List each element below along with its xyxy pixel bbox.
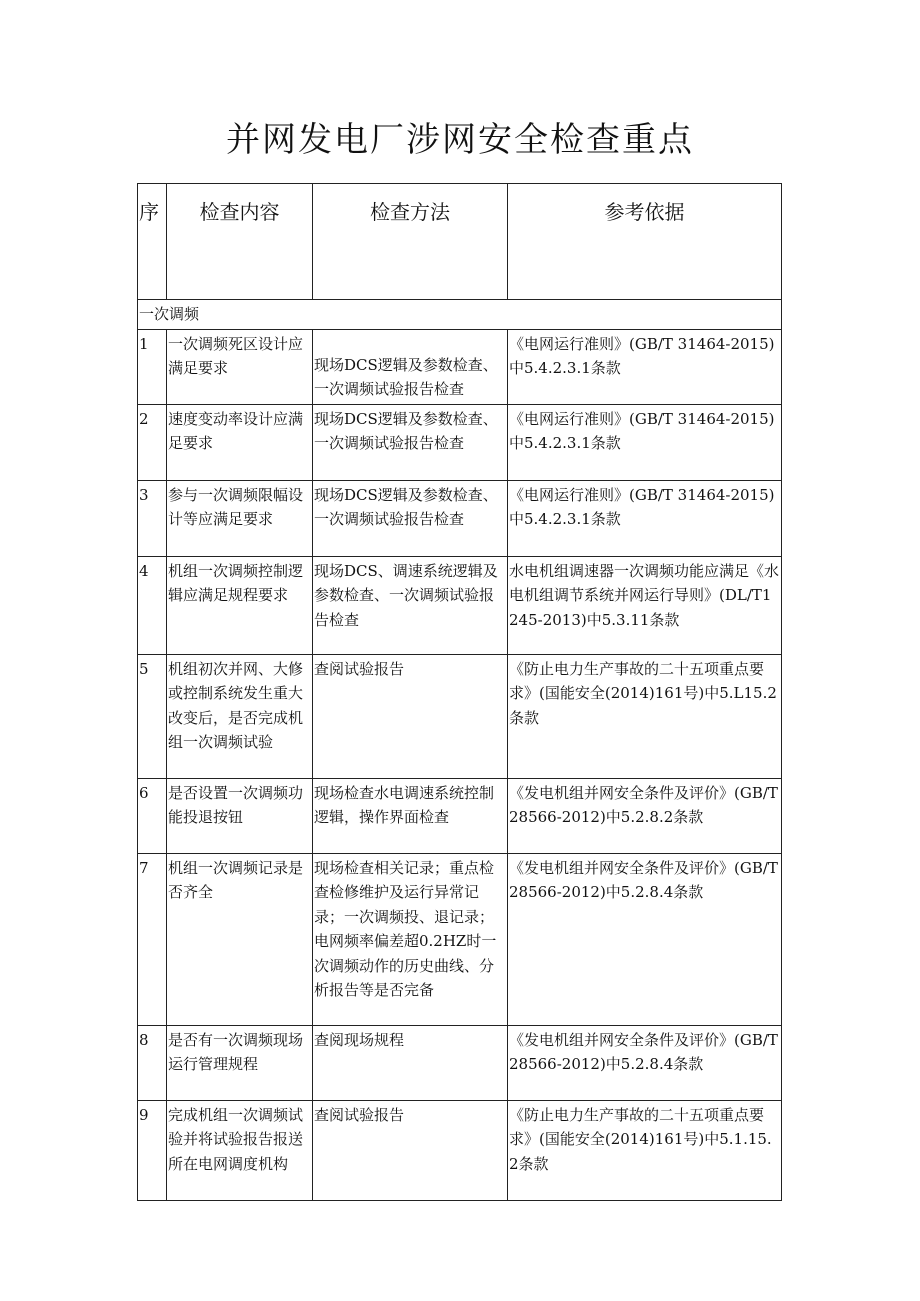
table-row [138, 556, 782, 654]
table-row [138, 1100, 782, 1200]
row-method: 现场检查水电调速系统控制逻辑，操作界面检查 [313, 778, 508, 853]
row-basis: 《发电机组并网安全条件及评价》(GB/T28566-2012)中5.2.8.4条款 [508, 853, 782, 1025]
row-method: 查阅试验报告 [313, 654, 508, 778]
header-basis: 参考依据 [508, 184, 782, 300]
row-basis: 《发电机组并网安全条件及评价》(GB/T28566-2012)中5.2.8.2条款 [508, 778, 782, 853]
row-method: 现场DCS、调速系统逻辑及参数检查、一次调频试验报告检查 [313, 556, 508, 654]
row-method: 查阅现场规程 [313, 1025, 508, 1100]
row-content: 机组一次调频控制逻辑应满足规程要求 [167, 556, 313, 654]
row-content: 是否有一次调频现场运行管理规程 [167, 1025, 313, 1100]
row-num: 8 [138, 1025, 167, 1100]
row-content: 机组一次调频记录是否齐全 [167, 853, 313, 1025]
section-title: 一次调频 [138, 300, 782, 330]
table-row [138, 853, 782, 1025]
row-content: 完成机组一次调频试验并将试验报告报送所在电网调度机构 [167, 1100, 313, 1200]
page-title: 并网发电厂涉网安全检查重点 [226, 120, 694, 160]
table-row [138, 778, 782, 853]
header-seq: 序 [138, 184, 167, 300]
row-num: 5 [138, 654, 167, 778]
row-method: 现场DCS逻辑及参数检查、一次调频试验报告检查 [313, 480, 508, 556]
row-content: 参与一次调频限幅设计等应满足要求 [167, 480, 313, 556]
row-content: 速度变动率设计应满足要求 [167, 404, 313, 480]
row-basis: 《电网运行准则》(GB/T 31464-2015)中5.4.2.3.1条款 [508, 329, 782, 404]
row-method: 现场DCS逻辑及参数检查、一次调频试验报告检查 [313, 329, 508, 404]
table-header-row [138, 184, 782, 300]
header-method: 检查方法 [313, 184, 508, 300]
row-num: 6 [138, 778, 167, 853]
header-content: 检查内容 [167, 184, 313, 300]
row-num: 4 [138, 556, 167, 654]
row-num: 9 [138, 1100, 167, 1200]
table-row [138, 654, 782, 778]
row-content: 是否设置一次调频功能投退按钮 [167, 778, 313, 853]
section-row [138, 300, 782, 330]
row-content: 一次调频死区设计应满足要求 [167, 329, 313, 404]
row-basis: 《防止电力生产事故的二十五项重点要求》(国能安全(2014)161号)中5.L15.2条款 [508, 654, 782, 778]
table-row [138, 404, 782, 480]
table-row [138, 480, 782, 556]
row-num: 1 [138, 329, 167, 404]
row-basis: 《防止电力生产事故的二十五项重点要求》(国能安全(2014)161号)中5.1.15.2条款 [508, 1100, 782, 1200]
row-basis: 《发电机组并网安全条件及评价》(GB/T28566-2012)中5.2.8.4条款 [508, 1025, 782, 1100]
row-content: 机组初次并网、大修或控制系统发生重大改变后，是否完成机组一次调频试验 [167, 654, 313, 778]
table-row [138, 329, 782, 404]
inspection-table [137, 183, 782, 1201]
row-basis: 水电机组调速器一次调频功能应满足《水电机组调节系统并网运行导则》(DL/T1245-2013)中5.3.11条款 [508, 556, 782, 654]
row-basis: 《电网运行准则》(GB/T 31464-2015)中5.4.2.3.1条款 [508, 404, 782, 480]
row-num: 3 [138, 480, 167, 556]
table-row [138, 1025, 782, 1100]
row-method: 现场DCS逻辑及参数检查、一次调频试验报告检查 [313, 404, 508, 480]
row-method: 现场检查相关记录；重点检查检修维护及运行异常记录；一次调频投、退记录；电网频率偏差超0.2HZ时一次调频动作的历史曲线、分析报告等是否完备 [313, 853, 508, 1025]
row-num: 2 [138, 404, 167, 480]
row-method: 查阅试验报告 [313, 1100, 508, 1200]
row-basis: 《电网运行准则》(GB/T 31464-2015)中5.4.2.3.1条款 [508, 480, 782, 556]
row-num: 7 [138, 853, 167, 1025]
